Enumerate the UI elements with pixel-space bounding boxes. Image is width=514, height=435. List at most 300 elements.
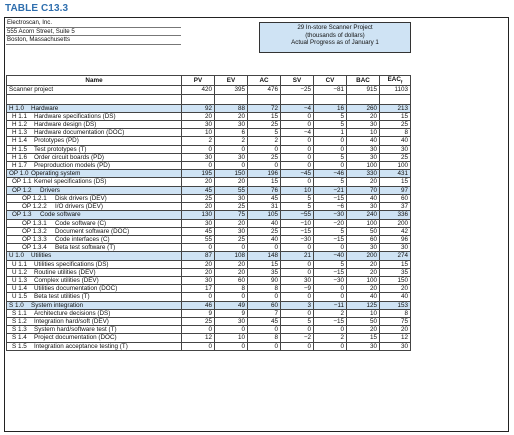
cell-bac: 260 xyxy=(347,104,380,112)
project-status-date: Actual Progress as of January 1 xyxy=(291,39,379,47)
cell-ac: 15 xyxy=(248,178,281,186)
cell-bac: 10 xyxy=(347,309,380,317)
cell-ev: 0 xyxy=(215,293,248,301)
row-name-cell xyxy=(7,186,182,194)
cell-eac: 75 xyxy=(380,317,411,325)
row-label: Disk drivers (DEV) xyxy=(55,194,107,202)
cell-cv: 5 xyxy=(314,260,347,268)
row-label: Complex utilities (DEV) xyxy=(34,276,99,284)
row-id: H 1.1 xyxy=(12,112,28,120)
cell-eac: 274 xyxy=(380,252,411,260)
cell-cv: −30 xyxy=(314,276,347,284)
cell-ev: 10 xyxy=(215,334,248,342)
row-label: Architecture decisions (DS) xyxy=(34,309,111,317)
cell-ev: 2 xyxy=(215,137,248,145)
cell-ac: 105 xyxy=(248,211,281,219)
cell-eac: 12 xyxy=(380,334,411,342)
cell-bac: 40 xyxy=(347,137,380,145)
cell-ac: 0 xyxy=(248,145,281,153)
cell-sv: −9 xyxy=(281,285,314,293)
table-row xyxy=(7,326,411,334)
row-id: U 1.4 xyxy=(12,285,28,293)
col-header-eac: $EAC_f$ xyxy=(380,76,411,86)
cell-bac: 915 xyxy=(347,86,380,94)
row-id: OP 1.3.4 xyxy=(22,244,47,252)
cell-pv: 17 xyxy=(182,285,215,293)
cell-ev: 49 xyxy=(215,301,248,309)
cell-eac: 200 xyxy=(380,219,411,227)
table-row xyxy=(7,219,411,227)
cell-ac: 2 xyxy=(248,137,281,145)
cell-cv: 0 xyxy=(314,145,347,153)
table-row xyxy=(7,186,411,194)
cell-bac: 40 xyxy=(347,293,380,301)
cell-cv: −15 xyxy=(314,235,347,243)
cell-cv: 0 xyxy=(314,244,347,252)
row-id: H 1.2 xyxy=(12,121,28,129)
cell-bac: 40 xyxy=(347,194,380,202)
cell-bac: 30 xyxy=(347,145,380,153)
header-row xyxy=(7,76,411,86)
cell-sv: 0 xyxy=(281,326,314,334)
table-row xyxy=(7,235,411,243)
cell-eac: 15 xyxy=(380,260,411,268)
company-city: Boston, Massachusetts xyxy=(6,36,181,45)
cell-pv: 20 xyxy=(182,260,215,268)
cell-ev: 20 xyxy=(215,219,248,227)
cell-cv: 16 xyxy=(314,104,347,112)
cell-eac: 20 xyxy=(380,285,411,293)
cell-sv: 0 xyxy=(281,145,314,153)
cell-eac: 8 xyxy=(380,309,411,317)
cell-sv: 21 xyxy=(281,252,314,260)
row-label: Order circuit boards (PD) xyxy=(34,153,104,161)
row-id: H 1.6 xyxy=(12,153,28,161)
cell-cv: 0 xyxy=(314,293,347,301)
row-id: H 1.0 xyxy=(9,104,25,112)
cell-eac: 97 xyxy=(380,186,411,194)
cell-pv: 195 xyxy=(182,170,215,178)
cell-bac: 100 xyxy=(347,219,380,227)
cell-ac: 40 xyxy=(248,235,281,243)
cell-ac: 15 xyxy=(248,260,281,268)
row-id: S 1.1 xyxy=(12,309,27,317)
row-name-cell xyxy=(7,203,182,211)
cell-eac: 15 xyxy=(380,112,411,120)
cell-eac: 100 xyxy=(380,162,411,170)
table-row xyxy=(7,342,411,350)
spacer-cell xyxy=(7,94,182,104)
cell-sv: 10 xyxy=(281,186,314,194)
row-name-cell xyxy=(7,162,182,170)
row-label: I/O drivers (DEV) xyxy=(55,203,103,211)
cell-ac: 25 xyxy=(248,227,281,235)
table-row xyxy=(7,334,411,342)
row-name-cell xyxy=(7,317,182,325)
cell-pv: 20 xyxy=(182,203,215,211)
cell-ev: 55 xyxy=(215,186,248,194)
row-label: Code interfaces (C) xyxy=(55,235,110,243)
cell-pv: 9 xyxy=(182,309,215,317)
row-id: H 1.4 xyxy=(12,137,28,145)
row-label: System integration xyxy=(31,301,84,309)
cell-sv: 5 xyxy=(281,317,314,325)
row-name-cell xyxy=(7,309,182,317)
cell-ev: 395 xyxy=(215,86,248,94)
cell-bac: 330 xyxy=(347,170,380,178)
cell-eac: 30 xyxy=(380,342,411,350)
cell-ac: 60 xyxy=(248,301,281,309)
cell-cv: 5 xyxy=(314,178,347,186)
row-id: U 1.2 xyxy=(12,268,28,276)
cell-sv: 0 xyxy=(281,153,314,161)
cell-ev: 30 xyxy=(215,153,248,161)
row-name-cell xyxy=(7,112,182,120)
cell-ev: 20 xyxy=(215,178,248,186)
cell-pv: 130 xyxy=(182,211,215,219)
cell-eac: 20 xyxy=(380,326,411,334)
cell-ev: 25 xyxy=(215,203,248,211)
cell-ac: 196 xyxy=(248,170,281,178)
cell-cv: −30 xyxy=(314,211,347,219)
cell-ac: 45 xyxy=(248,194,281,202)
row-label: Utilities xyxy=(31,252,52,260)
cell-eac: 25 xyxy=(380,121,411,129)
row-label: Hardware specifications (DS) xyxy=(34,112,116,120)
cell-sv: −10 xyxy=(281,219,314,227)
cell-pv: 30 xyxy=(182,153,215,161)
cell-bac: 70 xyxy=(347,186,380,194)
cell-pv: 87 xyxy=(182,252,215,260)
cell-bac: 50 xyxy=(347,317,380,325)
cell-ac: 25 xyxy=(248,153,281,161)
cell-cv: −15 xyxy=(314,317,347,325)
cell-bac: 100 xyxy=(347,276,380,284)
cell-bac: 20 xyxy=(347,285,380,293)
cell-eac: 30 xyxy=(380,244,411,252)
row-label: Integration hard/soft (DEV) xyxy=(34,317,109,325)
cell-ev: 30 xyxy=(215,194,248,202)
row-name-cell xyxy=(7,194,182,202)
table-row xyxy=(7,86,411,94)
table-row xyxy=(7,137,411,145)
spacer-cell xyxy=(347,94,380,104)
cell-sv: −55 xyxy=(281,211,314,219)
row-id: OP 1.3.2 xyxy=(22,227,47,235)
table-row xyxy=(7,301,411,309)
row-id: S 1.3 xyxy=(12,326,27,334)
cell-ev: 150 xyxy=(215,170,248,178)
cell-pv: 0 xyxy=(182,244,215,252)
cell-eac: 15 xyxy=(380,178,411,186)
cell-sv: −4 xyxy=(281,129,314,137)
row-name-cell xyxy=(7,342,182,350)
row-id: OP 1.3.3 xyxy=(22,235,47,243)
table-row xyxy=(7,268,411,276)
row-label: Beta test utilities (T) xyxy=(34,293,90,301)
cell-sv: 0 xyxy=(281,137,314,145)
row-id: OP 1.3.1 xyxy=(22,219,47,227)
cell-eac: 40 xyxy=(380,137,411,145)
cell-pv: 0 xyxy=(182,293,215,301)
col-header-pv: PV xyxy=(182,76,215,86)
cell-ac: 0 xyxy=(248,244,281,252)
cell-cv: −40 xyxy=(314,252,347,260)
row-label: Integration acceptance testing (T) xyxy=(34,342,128,350)
row-id: OP 1.2 xyxy=(12,186,32,194)
row-name-cell xyxy=(7,268,182,276)
cell-sv: 3 xyxy=(281,301,314,309)
row-name-cell xyxy=(7,86,182,94)
row-label: Utilities specifications (DS) xyxy=(34,260,109,268)
table-caption: TABLE C13.3 xyxy=(5,3,69,14)
cell-cv: −46 xyxy=(314,170,347,178)
cell-sv: 0 xyxy=(281,112,314,120)
cell-ac: 7 xyxy=(248,309,281,317)
cell-ac: 15 xyxy=(248,112,281,120)
row-name-cell xyxy=(7,334,182,342)
cell-ev: 0 xyxy=(215,145,248,153)
cell-sv: 5 xyxy=(281,194,314,202)
table-row xyxy=(7,153,411,161)
cell-bac: 20 xyxy=(347,260,380,268)
cell-eac: 35 xyxy=(380,268,411,276)
cell-ac: 476 xyxy=(248,86,281,94)
cell-pv: 92 xyxy=(182,104,215,112)
row-label: Utilities documentation (DOC) xyxy=(34,285,118,293)
cell-pv: 0 xyxy=(182,326,215,334)
cell-sv: 0 xyxy=(281,342,314,350)
cell-cv: 1 xyxy=(314,129,347,137)
cell-ac: 5 xyxy=(248,129,281,137)
row-id: OP 1.2.1 xyxy=(22,194,47,202)
cell-bac: 20 xyxy=(347,178,380,186)
cell-pv: 46 xyxy=(182,301,215,309)
row-label: Test prototypes (T) xyxy=(34,145,87,153)
cell-bac: 30 xyxy=(347,244,380,252)
table-row xyxy=(7,276,411,284)
eac-subscript: f xyxy=(400,79,403,85)
cell-ev: 8 xyxy=(215,285,248,293)
cell-ev: 30 xyxy=(215,227,248,235)
row-name-cell xyxy=(7,227,182,235)
cell-pv: 25 xyxy=(182,317,215,325)
cell-bac: 100 xyxy=(347,162,380,170)
table-row xyxy=(7,260,411,268)
table-row xyxy=(7,211,411,219)
cell-eac: 8 xyxy=(380,129,411,137)
cell-ac: 25 xyxy=(248,121,281,129)
cell-cv: 5 xyxy=(314,112,347,120)
cell-cv: −81 xyxy=(314,86,347,94)
row-label: Hardware design (DS) xyxy=(34,121,97,129)
cell-pv: 20 xyxy=(182,178,215,186)
row-label: Scanner project xyxy=(9,86,54,94)
cell-ev: 0 xyxy=(215,342,248,350)
cell-bac: 125 xyxy=(347,301,380,309)
cell-ac: 8 xyxy=(248,285,281,293)
cell-ac: 0 xyxy=(248,326,281,334)
row-label: Beta test software (T) xyxy=(55,244,116,252)
cell-cv: −6 xyxy=(314,203,347,211)
col-header-ac: AC xyxy=(248,76,281,86)
cell-pv: 45 xyxy=(182,227,215,235)
col-header-ev: EV xyxy=(215,76,248,86)
row-id: OP 1.0 xyxy=(9,170,29,178)
row-name-cell xyxy=(7,178,182,186)
cell-pv: 10 xyxy=(182,129,215,137)
cell-ev: 20 xyxy=(215,260,248,268)
cell-ac: 76 xyxy=(248,186,281,194)
row-id: S 1.0 xyxy=(9,301,24,309)
cell-ev: 25 xyxy=(215,235,248,243)
cell-sv: 0 xyxy=(281,178,314,186)
cell-cv: −15 xyxy=(314,268,347,276)
row-name-cell xyxy=(7,301,182,309)
row-id: H 1.5 xyxy=(12,145,28,153)
cell-ac: 148 xyxy=(248,252,281,260)
cell-ev: 9 xyxy=(215,309,248,317)
project-title-box xyxy=(259,22,411,53)
cell-cv: 0 xyxy=(314,137,347,145)
row-label: Project documentation (DOC) xyxy=(34,334,117,342)
cell-pv: 55 xyxy=(182,235,215,243)
row-id: U 1.1 xyxy=(12,260,28,268)
cell-cv: 0 xyxy=(314,285,347,293)
table-row xyxy=(7,170,411,178)
cell-ac: 0 xyxy=(248,342,281,350)
spacer-cell xyxy=(215,94,248,104)
cell-sv: 0 xyxy=(281,121,314,129)
cell-ac: 90 xyxy=(248,276,281,284)
row-name-cell xyxy=(7,326,182,334)
cell-eac: 336 xyxy=(380,211,411,219)
table-row xyxy=(7,104,411,112)
cell-cv: 2 xyxy=(314,334,347,342)
cell-sv: 0 xyxy=(281,293,314,301)
row-name-cell xyxy=(7,235,182,243)
spacer-cell xyxy=(248,94,281,104)
cell-pv: 30 xyxy=(182,219,215,227)
cell-pv: 0 xyxy=(182,145,215,153)
table-row xyxy=(7,162,411,170)
cell-sv: 5 xyxy=(281,203,314,211)
table-row xyxy=(7,194,411,202)
cell-ac: 72 xyxy=(248,104,281,112)
cell-bac: 30 xyxy=(347,153,380,161)
cell-sv: −15 xyxy=(281,227,314,235)
cell-bac: 30 xyxy=(347,203,380,211)
row-label: Drivers xyxy=(40,186,60,194)
row-id: S 1.2 xyxy=(12,317,27,325)
cell-sv: 0 xyxy=(281,260,314,268)
col-header-name: Name xyxy=(7,76,182,86)
cell-sv: 0 xyxy=(281,162,314,170)
table-row xyxy=(7,244,411,252)
cell-ev: 88 xyxy=(215,104,248,112)
row-id: U 1.5 xyxy=(12,293,28,301)
cell-ev: 30 xyxy=(215,317,248,325)
table-row xyxy=(7,227,411,235)
cell-bac: 60 xyxy=(347,235,380,243)
cell-ev: 0 xyxy=(215,244,248,252)
cell-sv: −30 xyxy=(281,235,314,243)
cell-ac: 31 xyxy=(248,203,281,211)
cell-ac: 8 xyxy=(248,334,281,342)
cell-sv: 0 xyxy=(281,244,314,252)
col-header-bac: BAC xyxy=(347,76,380,86)
cell-eac: 25 xyxy=(380,153,411,161)
cell-cv: 5 xyxy=(314,227,347,235)
cell-bac: 200 xyxy=(347,252,380,260)
cell-sv: 30 xyxy=(281,276,314,284)
cell-cv: −15 xyxy=(314,194,347,202)
row-id: H 1.3 xyxy=(12,129,28,137)
table-row xyxy=(7,178,411,186)
cell-sv: −45 xyxy=(281,170,314,178)
row-label: Code software (C) xyxy=(55,219,107,227)
row-name-cell xyxy=(7,276,182,284)
cell-eac: 150 xyxy=(380,276,411,284)
cell-cv: −11 xyxy=(314,301,347,309)
row-name-cell xyxy=(7,170,182,178)
cell-ev: 60 xyxy=(215,276,248,284)
cell-ev: 6 xyxy=(215,129,248,137)
col-header-cv: CV xyxy=(314,76,347,86)
cell-ac: 40 xyxy=(248,219,281,227)
row-label: Prototypes (PD) xyxy=(34,137,79,145)
cell-bac: 50 xyxy=(347,227,380,235)
cell-cv: 5 xyxy=(314,121,347,129)
table-row xyxy=(7,112,411,120)
row-name-cell xyxy=(7,219,182,227)
cell-pv: 0 xyxy=(182,162,215,170)
project-units: (thousands of dollars) xyxy=(305,31,365,39)
cell-eac: 60 xyxy=(380,194,411,202)
cell-pv: 45 xyxy=(182,186,215,194)
cell-pv: 20 xyxy=(182,268,215,276)
cell-pv: 30 xyxy=(182,121,215,129)
row-id: S 1.4 xyxy=(12,334,27,342)
row-name-cell xyxy=(7,137,182,145)
row-label: Code software xyxy=(40,211,81,219)
table-row xyxy=(7,252,411,260)
cell-pv: 30 xyxy=(182,276,215,284)
row-name-cell xyxy=(7,260,182,268)
cell-bac: 15 xyxy=(347,334,380,342)
row-name-cell xyxy=(7,211,182,219)
row-name-cell xyxy=(7,244,182,252)
cell-pv: 25 xyxy=(182,194,215,202)
row-label: Hardware xyxy=(31,104,59,112)
cell-bac: 240 xyxy=(347,211,380,219)
cell-ev: 0 xyxy=(215,326,248,334)
cell-ev: 20 xyxy=(215,268,248,276)
cell-cv: 2 xyxy=(314,309,347,317)
company-block xyxy=(6,19,181,45)
row-name-cell xyxy=(7,252,182,260)
row-label: Routine utilities (DEV) xyxy=(34,268,96,276)
cell-eac: 213 xyxy=(380,104,411,112)
cell-bac: 20 xyxy=(347,268,380,276)
table-row xyxy=(7,129,411,137)
row-label: Operating system xyxy=(31,170,81,178)
cell-eac: 30 xyxy=(380,145,411,153)
row-name-cell xyxy=(7,285,182,293)
cell-sv: 0 xyxy=(281,309,314,317)
cell-ac: 0 xyxy=(248,162,281,170)
table-row xyxy=(7,121,411,129)
